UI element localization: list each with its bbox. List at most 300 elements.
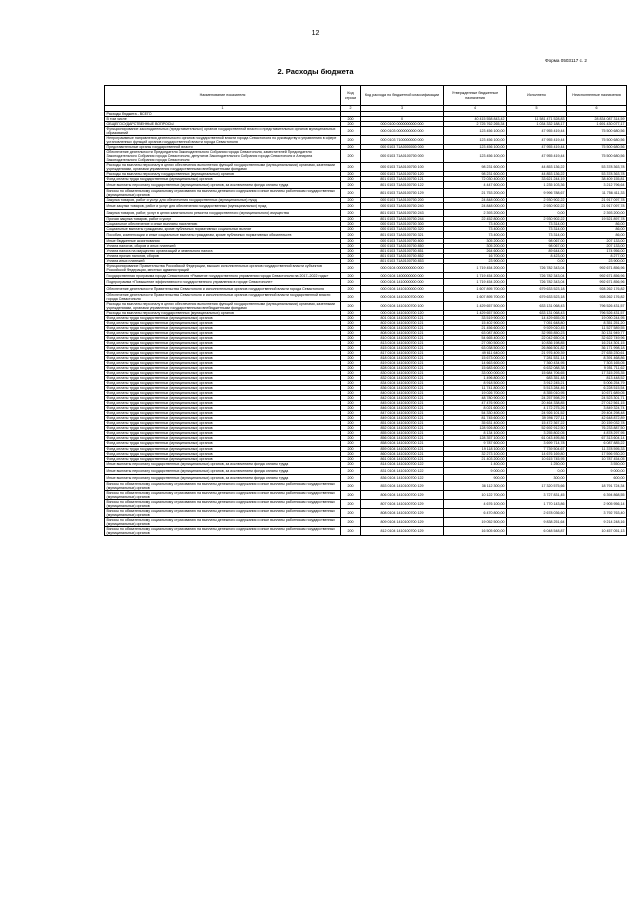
unexecuted-amount-cell: 8 391 468,86 — [567, 356, 627, 361]
table-row — [105, 279, 627, 286]
executed-amount-cell: 20 464 338,85 — [507, 401, 567, 406]
unexecuted-amount-cell: 207 133,00 — [567, 238, 627, 243]
approved-amount-cell: 40 415 558 843,42 — [444, 117, 507, 122]
indicator-name-cell: Фонд оплаты труда государственных (муниципальных) органов — [105, 316, 341, 321]
classification-code-cell: 814 0104 1410100700 122 — [361, 461, 444, 468]
line-code-cell: 200 — [341, 221, 361, 226]
indicator-name-cell: Иные выплаты персоналу государственных (муниципальных) органов, за исключением фонда оплаты труда — [105, 475, 341, 482]
executed-amount-cell: 3 699 714,78 — [507, 441, 567, 446]
unexecuted-amount-cell: 30 131 949,77 — [567, 331, 627, 336]
classification-code-cell: 801 0104 1410100700 121 — [361, 316, 444, 321]
column-number: 1 — [105, 106, 341, 112]
line-code-cell: 200 — [341, 258, 361, 263]
unexecuted-amount-cell: 86,00 — [567, 231, 627, 238]
line-code-cell: 200 — [341, 356, 361, 361]
header-classification-code: Код расхода по бюджетной классификации — [361, 86, 444, 106]
line-code-cell: 200 — [341, 436, 361, 441]
line-code-cell: 200 — [341, 177, 361, 182]
unexecuted-amount-cell: 6 228 515,54 — [567, 386, 627, 391]
approved-amount-cell: 19 118 100,00 — [444, 446, 507, 451]
executed-amount-cell: 26 866 501,82 — [507, 346, 567, 351]
table-row — [105, 263, 627, 272]
executed-amount-cell: 33 621 244,19 — [507, 177, 567, 182]
approved-amount-cell: 2 393 200,00 — [444, 209, 507, 216]
classification-code-cell: 801 0103 71A0100700 853 — [361, 258, 444, 263]
unexecuted-amount-cell: 18 791 724,34 — [567, 481, 627, 490]
indicator-name-cell: Фонд оплаты труда государственных (муниципальных) органов — [105, 411, 341, 416]
line-code-cell: 200 — [341, 336, 361, 341]
line-code-cell: 200 — [341, 381, 361, 386]
indicator-name-cell: ОБЩЕГОСУДАРСТВЕННЫЕ ВОПРОСЫ — [105, 122, 341, 127]
indicator-name-cell: Фонд оплаты труда государственных (муниципальных) органов — [105, 326, 341, 331]
table-row — [105, 209, 627, 216]
table-row — [105, 527, 627, 536]
line-code-cell: 200 — [341, 243, 361, 248]
line-code-cell: 200 — [341, 500, 361, 509]
executed-amount-cell: 3 912 245,21 — [507, 381, 567, 386]
approved-amount-cell: 16 700,00 — [444, 253, 507, 258]
line-code-cell: 200 — [341, 122, 361, 127]
table-row — [105, 518, 627, 527]
line-code-cell: 200 — [341, 361, 361, 366]
approved-amount-cell: 1 429 657 500,00 — [444, 302, 507, 311]
approved-amount-cell: 123 456 100,00 — [444, 127, 507, 136]
executed-amount-cell: 98 067,00 — [507, 243, 567, 248]
table-row — [105, 127, 627, 136]
line-code-cell: 200 — [341, 451, 361, 456]
line-code-cell: 200 — [341, 293, 361, 302]
indicator-name-cell: Фонд оплаты труда государственных (муниципальных) органов — [105, 331, 341, 336]
unexecuted-amount-cell: 8 277,00 — [567, 253, 627, 258]
unexecuted-amount-cell: 17 596 930,20 — [567, 451, 627, 456]
line-code-cell: 200 — [341, 366, 361, 371]
unexecuted-amount-cell: 24 523 301,71 — [567, 396, 627, 401]
executed-amount-cell: 0,00 — [507, 258, 567, 263]
executed-amount-cell: 98 067,00 — [507, 238, 567, 243]
executed-amount-cell: 7 360 434,95 — [507, 361, 567, 366]
table-row — [105, 182, 627, 189]
line-code-cell: 200 — [341, 302, 361, 311]
line-code-cell: 200 — [341, 341, 361, 346]
executed-amount-cell: 15 472 367,22 — [507, 421, 567, 426]
unexecuted-amount-cell: 3 849 324,74 — [567, 406, 627, 411]
line-code-cell: 200 — [341, 136, 361, 145]
indicator-name-cell: Прочая закупка товаров, работ и услуг — [105, 216, 341, 221]
table-row — [105, 293, 627, 302]
table-row — [105, 163, 627, 172]
approved-amount-cell: 1 719 454 200,00 — [444, 279, 507, 286]
classification-code-cell: 000 0103 71A0100700 120 — [361, 172, 444, 177]
indicator-name-cell: Фонд оплаты труда государственных (муниципальных) органов — [105, 431, 341, 436]
approved-amount-cell: 900,00 — [444, 475, 507, 482]
approved-amount-cell: 9 787 600,00 — [444, 441, 507, 446]
unexecuted-amount-cell: 11 756 411,33 — [567, 189, 627, 198]
indicator-name-cell: Иные выплаты персоналу государственных (муниципальных) органов, за исключением фонда оплаты труда — [105, 468, 341, 475]
unexecuted-amount-cell: 32 622 749,96 — [567, 336, 627, 341]
executed-amount-cell: 8 423,00 — [507, 253, 567, 258]
line-code-cell: 200 — [341, 150, 361, 163]
indicator-name-cell: Пособия, компенсации и иные социальные выплаты гражданам, кроме публичных нормативных обязательств — [105, 231, 341, 238]
approved-amount-cell: 27 050 500,00 — [444, 341, 507, 346]
approved-amount-cell: 15 683 600,00 — [444, 366, 507, 371]
unexecuted-amount-cell: 86,00 — [567, 221, 627, 226]
classification-code-cell: 000 0103 71A0100700 200 — [361, 198, 444, 203]
table-row — [105, 509, 627, 518]
indicator-name-cell: Взносы по обязательному социальному страхованию на выплаты денежного содержания и иные выплаты работникам государственных (муниципальных) органов — [105, 189, 341, 198]
indicator-name-cell: Функционирование Правительства Российской Федерации, высших исполнительных органов государственной власти субъектов Российской Федерации, местных администраций — [105, 263, 341, 272]
approved-amount-cell: 21 753 200,00 — [444, 189, 507, 198]
executed-amount-cell: 683 351,48 — [507, 376, 567, 381]
indicator-name-cell: Закупка товаров, работ и услуг для обеспечения государственных (муниципальных) нужд — [105, 198, 341, 203]
indicator-name-cell: Фонд оплаты труда государственных (муниципальных) органов — [105, 366, 341, 371]
approved-amount-cell: 36 112 300,00 — [444, 481, 507, 490]
indicator-name-cell: Взносы по обязательному социальному страхованию на выплаты денежного содержания и иные выплаты работникам государственных (муниципальных) органов — [105, 490, 341, 499]
approved-amount-cell: 22 452 800,00 — [444, 216, 507, 221]
indicator-name-cell: Фонд оплаты труда государственных (муниципальных) органов — [105, 341, 341, 346]
unexecuted-amount-cell: 174 956,00 — [567, 248, 627, 253]
unexecuted-amount-cell: 10 671 689,05 — [567, 391, 627, 396]
executed-amount-cell: 14 429 655,05 — [507, 316, 567, 321]
approved-amount-cell: 19 052 500,00 — [444, 518, 507, 527]
classification-code-cell: 851 0104 1410100700 121 — [361, 421, 444, 426]
table-row — [105, 150, 627, 163]
line-code-cell: 200 — [341, 481, 361, 490]
indicator-name-cell: Фонд оплаты труда государственных (муниципальных) органов — [105, 441, 341, 446]
unexecuted-amount-cell: 600,00 — [567, 475, 627, 482]
classification-code-cell: 801 0103 71A0100700 321 — [361, 231, 444, 238]
indicator-name-cell: Фонд оплаты труда государственных (муниципальных) органов — [105, 451, 341, 456]
approved-amount-cell: 73 400,00 — [444, 231, 507, 238]
approved-amount-cell: 1 607 895 700,00 — [444, 293, 507, 302]
classification-code-cell: 808 0104 1410100700 121 — [361, 331, 444, 336]
table-row — [105, 286, 627, 293]
approved-amount-cell: 98 231 600,00 — [444, 163, 507, 172]
classification-code-cell: 832 0104 1410100700 121 — [361, 376, 444, 381]
classification-code-cell: 847 0104 1410100700 121 — [361, 411, 444, 416]
unexecuted-amount-cell: 10 787 454,05 — [567, 456, 627, 461]
executed-amount-cell: 633 131 068,43 — [507, 311, 567, 316]
executed-amount-cell: 4 172 275,26 — [507, 406, 567, 411]
classification-code-cell: 853 0104 1410100700 129 — [361, 481, 444, 490]
executed-amount-cell: 11 581 471 528,83 — [507, 117, 567, 122]
approved-amount-cell: 11 741 800,00 — [444, 386, 507, 391]
indicator-name-cell: Иные выплаты персоналу государственных (муниципальных) органов, за исключением фонда оплаты труда — [105, 461, 341, 468]
classification-code-cell: 831 0104 1410100700 122 — [361, 468, 444, 475]
approved-amount-cell: 23 900,00 — [444, 258, 507, 263]
indicator-name-cell: В том числе — [105, 117, 341, 122]
unexecuted-amount-cell: 67 313 604,14 — [567, 436, 627, 441]
executed-amount-cell: 47 955 419,44 — [507, 136, 567, 145]
unexecuted-amount-cell: 20 159 032,78 — [567, 421, 627, 426]
classification-code-cell: 806 0104 1410100700 129 — [361, 490, 444, 499]
indicator-name-cell: Фонд оплаты труда государственных (муниципальных) органов — [105, 421, 341, 426]
line-code-cell: 200 — [341, 331, 361, 336]
approved-amount-cell: 81 745 600,00 — [444, 416, 507, 421]
approved-amount-cell: 305 200,00 — [444, 238, 507, 243]
executed-amount-cell: 2 930 902,22 — [507, 198, 567, 203]
unexecuted-amount-cell: 1 691 430 077,17 — [567, 122, 627, 127]
classification-code-cell: 810 0104 1410100700 121 — [361, 336, 444, 341]
approved-amount-cell: 128 926 800,00 — [444, 426, 507, 431]
executed-amount-cell: 0,00 — [507, 209, 567, 216]
classification-code-cell: 000 0104 1410100700 120 — [361, 311, 444, 316]
line-code-cell: 200 — [341, 253, 361, 258]
line-code-cell: 200 — [341, 386, 361, 391]
indicator-name-cell: Фонд оплаты труда государственных (муниципальных) органов — [105, 371, 341, 376]
executed-amount-cell: 3 727 831,45 — [507, 490, 567, 499]
indicator-name-cell: Социальное обеспечение и иные выплаты населению — [105, 221, 341, 226]
classification-code-cell: 000 0103 71A0100700 850 — [361, 243, 444, 248]
line-code-cell: 200 — [341, 518, 361, 527]
line-code-cell: 200 — [341, 209, 361, 216]
executed-amount-cell: 32 955 850,23 — [507, 331, 567, 336]
classification-code-cell: 801 0103 71A0100700 129 — [361, 189, 444, 198]
classification-code-cell: 809 0104 1410100700 129 — [361, 518, 444, 527]
table-row — [105, 481, 627, 490]
classification-code-cell: 856 0104 1410100700 121 — [361, 436, 444, 441]
approved-amount-cell: 47 476 900,00 — [444, 401, 507, 406]
indicator-name-cell: Взносы по обязательному социальному страхованию на выплаты денежного содержания и иные выплаты работникам государственных (муниципальных) органов — [105, 509, 341, 518]
executed-amount-cell: 52 692 912,50 — [507, 426, 567, 431]
approved-amount-cell: 128 357 100,00 — [444, 436, 507, 441]
executed-amount-cell: 24 257 598,29 — [507, 396, 567, 401]
executed-amount-cell: 7 739 504,67 — [507, 446, 567, 451]
indicator-name-cell: Обеспечение деятельности Правительства Севастополя и исполнительных органов государственной власти города Севастополя — [105, 286, 341, 293]
line-code-cell: 200 — [341, 391, 361, 396]
executed-amount-cell: 24 926 101,52 — [507, 411, 567, 416]
classification-code-cell: 000 0103 71A0100700 320 — [361, 226, 444, 231]
table-body — [105, 112, 627, 536]
executed-amount-cell: 300,00 — [507, 475, 567, 482]
classification-code-cell: 808 0104 1410100700 129 — [361, 509, 444, 518]
unexecuted-amount-cell: 19 090 244,95 — [567, 316, 627, 321]
executed-amount-cell: 6 048 548,87 — [507, 527, 567, 536]
classification-code-cell: 819 0104 1410100700 121 — [361, 361, 444, 366]
classification-code-cell: 858 0104 1410100700 121 — [361, 441, 444, 446]
line-code-cell: 200 — [341, 346, 361, 351]
column-number: 6 — [567, 106, 627, 112]
line-code-cell: 200 — [341, 263, 361, 272]
table-row — [105, 203, 627, 210]
indicator-name-cell: Фонд оплаты труда государственных (муниципальных) органов — [105, 436, 341, 441]
approved-amount-cell: 49 611 640,00 — [444, 351, 507, 356]
executed-amount-cell: 1 034 332 188,17 — [507, 122, 567, 127]
indicator-name-cell: Обеспечение деятельности Председателя Законодательного Собрания города Севастополя, заместителей Председателя Законодательного Собрания города Севастополя, депутатов Законодательного Собрания города Севастополя и Аппарата Законодательного Собрания города Севастополя — [105, 150, 341, 163]
line-code-cell: 200 — [341, 326, 361, 331]
line-code-cell: 200 — [341, 321, 361, 326]
line-code-cell: 200 — [341, 351, 361, 356]
approved-amount-cell: 21 456 600,00 — [444, 326, 507, 331]
unexecuted-amount-cell: 16 214 301,15 — [567, 341, 627, 346]
column-number: 4 — [444, 106, 507, 112]
executed-amount-cell: 5 513 284,46 — [507, 386, 567, 391]
approved-amount-cell: 54 665 400,00 — [444, 336, 507, 341]
unexecuted-amount-cell: 11 378 595,33 — [567, 446, 627, 451]
unexecuted-amount-cell: 4 878 297,95 — [567, 431, 627, 436]
unexecuted-amount-cell: 38 409 155,81 — [567, 177, 627, 182]
header-line-code: Код строки — [341, 86, 361, 106]
executed-amount-cell: 2 930 902,22 — [507, 216, 567, 221]
executed-amount-cell: 73 314,00 — [507, 221, 567, 226]
indicator-name-cell: Фонд оплаты труда государственных (муниципальных) органов — [105, 446, 341, 451]
executed-amount-cell: 21 976 409,39 — [507, 351, 567, 356]
approved-amount-cell: 4 447 600,00 — [444, 182, 507, 189]
unexecuted-amount-cell: 7 303 165,05 — [567, 361, 627, 366]
indicator-name-cell: Фонд оплаты труда государственных (муниципальных) органов — [105, 406, 341, 411]
indicator-name-cell: Уплата налогов, сборов и иных платежей — [105, 243, 341, 248]
line-code-cell: 200 — [341, 272, 361, 279]
unexecuted-amount-cell: 19 521 897,78 — [567, 216, 627, 221]
classification-code-cell: X — [361, 117, 444, 122]
executed-amount-cell: 15 684 706,65 — [507, 371, 567, 376]
executed-amount-cell: 22 042 650,04 — [507, 336, 567, 341]
executed-amount-cell: 7 281 531,14 — [507, 356, 567, 361]
approved-amount-cell: 32 273 100,00 — [444, 451, 507, 456]
classification-code-cell: 000 0104 1400000000 000 — [361, 272, 444, 279]
indicator-name-cell: Расходы на выплаты персоналу государственных (муниципальных) органов — [105, 311, 341, 316]
classification-code-cell: 000 0103 71A0100700 300 — [361, 221, 444, 226]
approved-amount-cell: 1 719 454 200,00 — [444, 272, 507, 279]
table-row — [105, 231, 627, 238]
indicator-name-cell: Уплата иных платежей — [105, 258, 341, 263]
unexecuted-amount-cell: 53 378 363,78 — [567, 172, 627, 177]
line-code-cell: 200 — [341, 446, 361, 451]
line-code-cell: 200 — [341, 490, 361, 499]
approved-amount-cell: 16 505 600,00 — [444, 527, 507, 536]
unexecuted-amount-cell: 9 214 248,16 — [567, 518, 627, 527]
classification-code-cell: 859 0104 1410100700 121 — [361, 446, 444, 451]
line-code-cell: 200 — [341, 163, 361, 172]
executed-amount-cell: 9 996 788,67 — [507, 189, 567, 198]
unexecuted-amount-cell: 6 087 885,22 — [567, 441, 627, 446]
approved-amount-cell: 123 456 100,00 — [444, 145, 507, 150]
unexecuted-amount-cell: 2 905 956,14 — [567, 500, 627, 509]
executed-amount-cell: 10 836 198,85 — [507, 341, 567, 346]
approved-amount-cell: 1 719 454 200,00 — [444, 263, 507, 272]
line-code-cell: 200 — [341, 416, 361, 421]
classification-code-cell: 830 0104 1410100700 121 — [361, 371, 444, 376]
unexecuted-amount-cell: 992 671 856,96 — [567, 279, 627, 286]
classification-code-cell: 845 0104 1410100700 121 — [361, 401, 444, 406]
classification-code-cell: 802 0104 1410100700 121 — [361, 321, 444, 326]
unexecuted-amount-cell: 928 262 176,82 — [567, 293, 627, 302]
classification-code-cell: 000 0103 71A0100700 240 — [361, 203, 444, 210]
indicator-name-cell: Фонд оплаты труда государственных (муниципальных) органов — [105, 361, 341, 366]
executed-amount-cell: 39 096 727,11 — [507, 416, 567, 421]
header-indicator-name: Наименование показателя — [105, 86, 341, 106]
classification-code-cell: 000 0103 71A0100700 100 — [361, 163, 444, 172]
executed-amount-cell: 10 615 745,95 — [507, 456, 567, 461]
line-code-cell: 200 — [341, 189, 361, 198]
executed-amount-cell: 89 644,00 — [507, 248, 567, 253]
indicator-name-cell: Обеспечение деятельности Правительства Севастополя и исполнительных органов государственной власти государственной власти города Севастополя — [105, 293, 341, 302]
unexecuted-amount-cell: 75 500 680,56 — [567, 145, 627, 150]
approved-amount-cell: 1 496 800,00 — [444, 376, 507, 381]
approved-amount-cell: 4 676 100,00 — [444, 500, 507, 509]
classification-code-cell: 812 0104 1410100700 129 — [361, 527, 444, 536]
indicator-name-cell: Фонд оплаты труда государственных (муниципальных) органов — [105, 336, 341, 341]
line-code-cell: 200 — [341, 203, 361, 210]
executed-amount-cell: 47 955 419,44 — [507, 150, 567, 163]
indicator-name-cell: Фонд оплаты труда государственных (муниципальных) органов — [105, 321, 341, 326]
executed-amount-cell: 633 131 068,43 — [507, 302, 567, 311]
executed-amount-cell: 47 955 419,44 — [507, 127, 567, 136]
line-code-cell: 200 — [341, 238, 361, 243]
indicator-name-cell: Взносы по обязательному социальному страхованию на выплаты денежного содержания и иные выплаты работникам государственных (муниципальных) органов — [105, 500, 341, 509]
indicator-name-cell: Фонд оплаты труда государственных (муниципальных) органов — [105, 346, 341, 351]
line-code-cell: 200 — [341, 231, 361, 238]
classification-code-cell: 806 0104 1410100700 121 — [361, 326, 444, 331]
unexecuted-amount-cell: 813 448,52 — [567, 376, 627, 381]
unexecuted-amount-cell: 796 526 431,57 — [567, 311, 627, 316]
unexecuted-amount-cell: 28 834 087 314,59 — [567, 117, 627, 122]
line-code-cell: 200 — [341, 216, 361, 221]
column-number: 3 — [361, 106, 444, 112]
unexecuted-amount-cell: 75 500 680,56 — [567, 150, 627, 163]
classification-code-cell: 000 0103 7100000000 000 — [361, 136, 444, 145]
line-code-cell: 200 — [341, 127, 361, 136]
unexecuted-amount-cell: 9 000,00 — [567, 468, 627, 475]
classification-code-cell: 801 0103 71A0100700 244 — [361, 216, 444, 221]
executed-amount-cell: 9 838 251,64 — [507, 518, 567, 527]
classification-code-cell: 000 0104 1410000000 000 — [361, 279, 444, 286]
line-code-cell: 200 — [341, 172, 361, 177]
classification-code-cell: 813 0104 1410100700 121 — [361, 341, 444, 346]
indicator-name-cell: Взносы по обязательному социальному страхованию на выплаты денежного содержания и иные выплаты работникам государственных (муниципальных) органов — [105, 481, 341, 490]
column-number: 5 — [507, 106, 567, 112]
approved-amount-cell: 14 663 600,00 — [444, 361, 507, 366]
classification-code-cell: 000 0104 1410100000 000 — [361, 286, 444, 293]
unexecuted-amount-cell: 3 212 796,64 — [567, 182, 627, 189]
indicator-name-cell: Фонд оплаты труда государственных (муниципальных) органов — [105, 386, 341, 391]
executed-amount-cell: 61 043 495,86 — [507, 436, 567, 441]
indicator-name-cell: Уплата налога на имущество организаций и земельного налога — [105, 248, 341, 253]
classification-code-cell: 000 0104 0000000000 000 — [361, 263, 444, 272]
executed-amount-cell: 14 676 169,80 — [507, 451, 567, 456]
line-code-cell: 200 — [341, 401, 361, 406]
line-code-cell: 200 — [341, 468, 361, 475]
line-code-cell: 200 — [341, 316, 361, 321]
classification-code-cell: 801 0103 71A0100700 243 — [361, 209, 444, 216]
approved-amount-cell: 1 607 895 700,00 — [444, 286, 507, 293]
approved-amount-cell: 73 400,00 — [444, 221, 507, 226]
executed-amount-cell: 6 632 088,38 — [507, 366, 567, 371]
executed-amount-cell: 44 853 136,22 — [507, 172, 567, 177]
page-number: 12 — [311, 30, 320, 37]
indicator-name-cell: Фонд оплаты труда государственных (муниципальных) органов — [105, 401, 341, 406]
indicator-name-cell: Уплата прочих налогов, сборов — [105, 253, 341, 258]
classification-code-cell: 801 0103 71A0100700 122 — [361, 182, 444, 189]
unexecuted-amount-cell: 11 527 589,55 — [567, 326, 627, 331]
indicator-name-cell: Государственная программа города Севастополя «Развитие государственного управления города Севастополя на 2017–2022 годы» — [105, 272, 341, 279]
unexecuted-amount-cell: 27 635 230,61 — [567, 351, 627, 356]
approved-amount-cell: 24 848 000,00 — [444, 198, 507, 203]
approved-amount-cell: 8 918 500,00 — [444, 381, 507, 386]
table-row — [105, 272, 627, 279]
line-code-cell: 200 — [341, 527, 361, 536]
executed-amount-cell: 73 314,00 — [507, 231, 567, 238]
indicator-name-cell: Фонд оплаты труда государственных (муниципальных) органов — [105, 381, 341, 386]
executed-amount-cell: 47 955 419,44 — [507, 145, 567, 150]
classification-code-cell: 815 0104 1410100700 121 — [361, 346, 444, 351]
executed-amount-cell: 1 235 103,36 — [507, 182, 567, 189]
table-header-row — [105, 86, 627, 106]
indicator-name-cell: Расходы на выплаты персоналу государственных (муниципальных) органов — [105, 172, 341, 177]
approved-amount-cell: 63 038 500,00 — [444, 346, 507, 351]
table-row — [105, 500, 627, 509]
indicator-name-cell: Расходы на выплаты персоналу в целях обеспечения выполнения функций государственными (муниципальными) органами, казенными учреждениями, органами управления государственными внебюджетными фондами — [105, 302, 341, 311]
executed-amount-cell: 8 355 010,95 — [507, 391, 567, 396]
